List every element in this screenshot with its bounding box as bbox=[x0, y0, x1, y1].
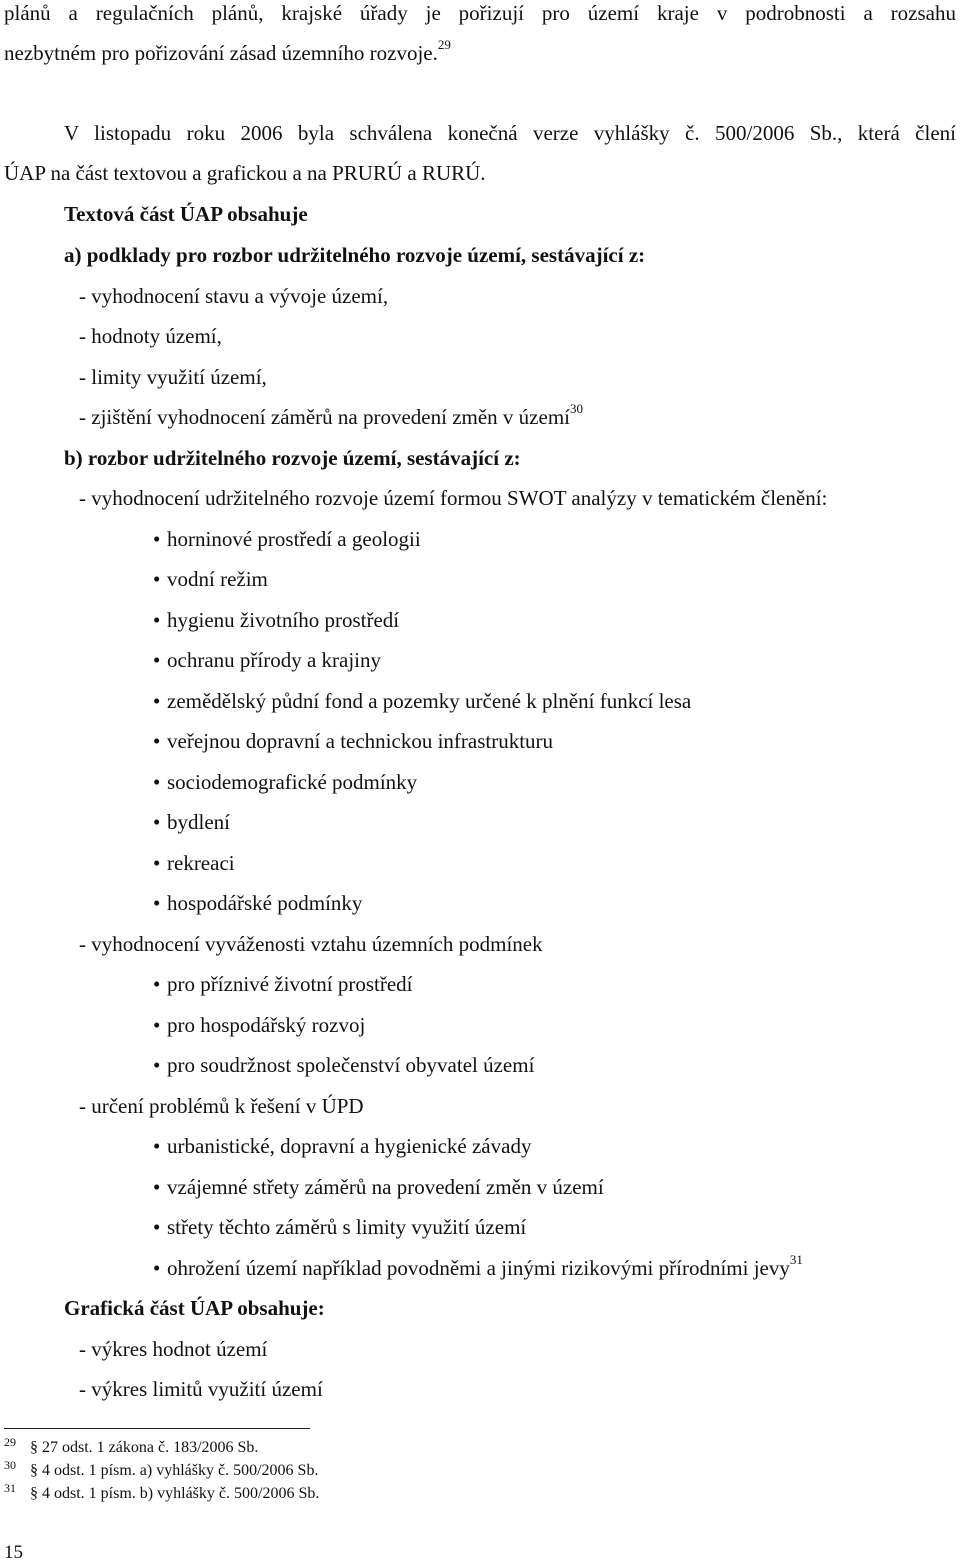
bullet-text: veřejnou dopravní a technickou infrastrukturu bbox=[167, 729, 554, 753]
bullet-icon: • bbox=[153, 1215, 161, 1239]
bullet-item bbox=[153, 1252, 803, 1281]
bullet-text: ohrožení území například povodněmi a jinými rizikovými přírodními jevy bbox=[167, 1256, 790, 1280]
bullet-icon: • bbox=[153, 1013, 161, 1037]
page-number: 15 bbox=[4, 1542, 23, 1563]
bullet-icon: • bbox=[153, 810, 161, 834]
bullet-icon: • bbox=[153, 1256, 161, 1280]
bullet-item bbox=[153, 1052, 534, 1078]
section-a-item-2: - hodnoty území, bbox=[79, 324, 222, 348]
bullet-text: urbanistické, dopravní a hygienické závady bbox=[167, 1134, 532, 1158]
bullet-item bbox=[153, 769, 417, 795]
intro-line-1: plánů a regulačních plánů, krajské úřady je pořizují pro území kraje v podrobnosti a rozsahu bbox=[4, 1, 956, 25]
section-b-item-3: - určení problémů k řešení v ÚPD bbox=[79, 1094, 364, 1118]
section-a-item-1: - vyhodnocení stavu a vývoje území, bbox=[79, 284, 389, 308]
bullet-text: rekreaci bbox=[167, 851, 235, 875]
bullet-text: ochranu přírody a krajiny bbox=[167, 648, 382, 672]
footnote-ref-30: 30 bbox=[570, 401, 583, 416]
bullet-item bbox=[153, 688, 691, 714]
footnote-ref-31: 31 bbox=[789, 1252, 803, 1267]
intro-line-2 bbox=[4, 37, 451, 66]
bullet-text: pro hospodářský rozvoj bbox=[167, 1013, 366, 1037]
graficka-item-2: - výkres limitů využití území bbox=[79, 1377, 323, 1401]
graficka-item-1: - výkres hodnot území bbox=[79, 1337, 268, 1361]
footnote-30 bbox=[4, 1458, 319, 1481]
bullet-item bbox=[153, 850, 235, 876]
bullet-icon: • bbox=[153, 1053, 161, 1077]
bullet-icon: • bbox=[153, 689, 161, 713]
bullet-icon: • bbox=[153, 891, 161, 915]
section-b-item-1: - vyhodnocení udržitelného rozvoje území formou SWOT analýzy v tematickém členění: bbox=[79, 486, 828, 510]
bullet-item bbox=[153, 971, 413, 997]
bullet-text: zemědělský půdní fond a pozemky určené k plnění funkcí lesa bbox=[167, 689, 692, 713]
bullet-item bbox=[153, 607, 399, 633]
bullet-icon: • bbox=[153, 567, 161, 591]
intro-line-4: ÚAP na část textovou a grafickou a na PRURÚ a RURÚ. bbox=[4, 161, 486, 185]
bullet-text: vodní režim bbox=[167, 567, 268, 591]
bullet-item bbox=[153, 890, 362, 916]
footnote-text: § 4 odst. 1 písm. a) vyhlášky č. 500/2006 Sb. bbox=[30, 1462, 319, 1479]
footnote-text: § 4 odst. 1 písm. b) vyhlášky č. 500/2006 Sb. bbox=[30, 1485, 320, 1502]
bullet-item bbox=[153, 566, 268, 592]
textova-heading: Textová část ÚAP obsahuje bbox=[64, 202, 308, 226]
footnote-separator bbox=[4, 1428, 310, 1429]
graficka-heading: Grafická část ÚAP obsahuje: bbox=[64, 1296, 325, 1320]
bullet-item bbox=[153, 1133, 531, 1159]
bullet-text: horninové prostředí a geologii bbox=[167, 527, 421, 551]
bullet-text: střety těchto záměrů s limity využití území bbox=[167, 1215, 527, 1239]
intro-line-2-text: nezbytném pro pořizování zásad územního rozvoje. bbox=[4, 41, 438, 65]
bullet-text: pro soudržnost společenství obyvatel území bbox=[167, 1053, 535, 1077]
footnote-31 bbox=[4, 1481, 320, 1504]
bullet-text: hygienu životního prostředí bbox=[167, 608, 400, 632]
bullet-text: bydlení bbox=[167, 810, 230, 834]
footnote-number: 31 bbox=[4, 1481, 16, 1495]
section-b-heading: b) rozbor udržitelného rozvoje území, sestávající z: bbox=[64, 446, 521, 470]
bullet-icon: • bbox=[153, 608, 161, 632]
bullet-icon: • bbox=[153, 527, 161, 551]
bullet-icon: • bbox=[153, 729, 161, 753]
footnote-ref-29: 29 bbox=[437, 37, 451, 52]
bullet-item bbox=[153, 647, 381, 673]
section-a-heading: a) podklady pro rozbor udržitelného rozvoje území, sestávající z: bbox=[64, 243, 646, 267]
intro-line-3: V listopadu roku 2006 byla schválena konečná verze vyhlášky č. 500/2006 Sb., která člení bbox=[64, 121, 956, 145]
bullet-text: vzájemné střety záměrů na provedení změn v území bbox=[167, 1175, 604, 1199]
bullet-icon: • bbox=[153, 972, 161, 996]
section-b-item-2: - vyhodnocení vyváženosti vztahu územních podmínek bbox=[79, 932, 543, 956]
bullet-text: hospodářské podmínky bbox=[167, 891, 363, 915]
section-a-item-4-text: - zjištění vyhodnocení záměrů na provedení změn v území bbox=[79, 405, 570, 429]
bullet-item bbox=[153, 728, 553, 754]
footnote-text: § 27 odst. 1 zákona č. 183/2006 Sb. bbox=[30, 1439, 259, 1456]
bullet-icon: • bbox=[153, 851, 161, 875]
bullet-text: sociodemografické podmínky bbox=[167, 770, 418, 794]
footnote-number: 29 bbox=[4, 1435, 16, 1449]
bullet-text: pro příznivé životní prostředí bbox=[167, 972, 413, 996]
bullet-icon: • bbox=[153, 1175, 161, 1199]
footnote-29 bbox=[4, 1435, 259, 1458]
bullet-icon: • bbox=[153, 770, 161, 794]
bullet-icon: • bbox=[153, 1134, 161, 1158]
bullet-item bbox=[153, 1214, 526, 1240]
bullet-item bbox=[153, 526, 421, 552]
bullet-icon: • bbox=[153, 648, 161, 672]
bullet-item bbox=[153, 809, 230, 835]
section-a-item-4 bbox=[79, 401, 583, 430]
footnote-number: 30 bbox=[4, 1458, 16, 1472]
bullet-item bbox=[153, 1012, 365, 1038]
bullet-item bbox=[153, 1174, 604, 1200]
section-a-item-3: - limity využití území, bbox=[79, 365, 267, 389]
